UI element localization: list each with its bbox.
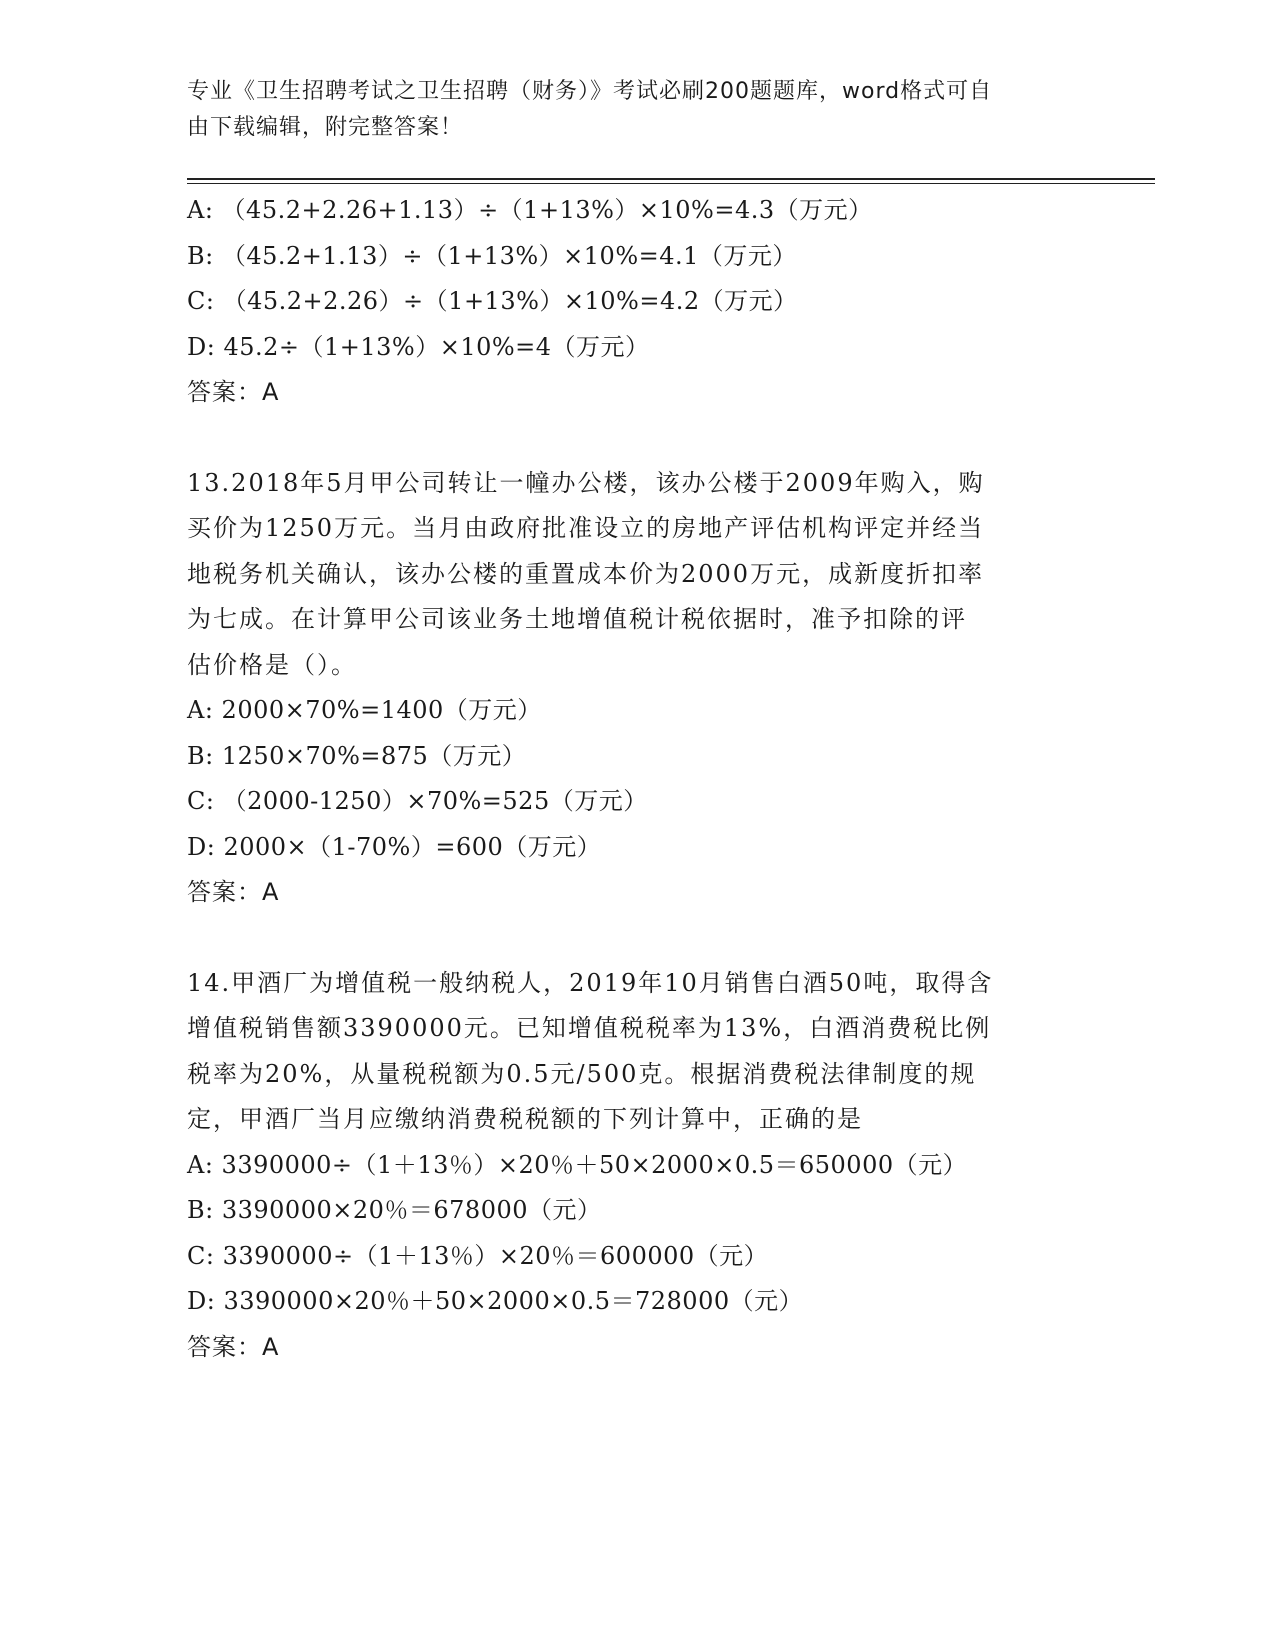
answer: 答案：A <box>187 1332 280 1361</box>
question-stem-line: 增值税销售额3390000元。已知增值税税率为13%，白酒消费税比例 <box>187 1014 992 1042</box>
option-a: A: 2000×70%=1400（万元） <box>187 696 542 724</box>
answer: 答案：A <box>187 378 280 406</box>
question-stem-line: 13.2018年5月甲公司转让一幢办公楼，该办公楼于2009年购入，购 <box>187 468 985 497</box>
question-stem-line: 14.甲酒厂为增值税一般纳税人，2019年10月销售白酒50吨，取得含 <box>187 968 994 997</box>
option-d: D: 2000×（1-70%）=600（万元） <box>187 832 602 861</box>
question-12 <box>187 188 1087 416</box>
option-a: A: （45.2+2.26+1.13）÷（1+13%）×10%=4.3（万元） <box>187 196 873 224</box>
question-stem-line: 定，甲酒厂当月应缴纳消费税税额的下列计算中，正确的是 <box>187 1105 863 1133</box>
option-d: D: 45.2÷（1+13%）×10%=4（万元） <box>187 332 650 361</box>
option-d: D: 3390000×20％＋50×2000×0.5＝728000（元） <box>187 1287 804 1315</box>
question-spacer <box>187 416 1087 461</box>
option-b: B: （45.2+1.13）÷（1+13%）×10%=4.1（万元） <box>187 241 797 270</box>
option-c: C: （45.2+2.26）÷（1+13%）×10%=4.2（万元） <box>187 287 798 315</box>
question-stem-line: 买价为1250万元。当月由政府批准设立的房地产评估机构评定并经当 <box>187 514 985 542</box>
option-c: C: （2000-1250）×70%=525（万元） <box>187 787 648 815</box>
option-a: A: 3390000÷（1＋13％）×20％＋50×2000×0.5＝650000（元） <box>187 1150 968 1179</box>
question-stem-line: 为七成。在计算甲公司该业务土地增值税计税依据时，准予扣除的评 <box>187 605 967 633</box>
option-c: C: 3390000÷（1＋13％）×20％＝600000（元） <box>187 1241 769 1270</box>
answer: 答案：A <box>187 878 280 906</box>
question-content <box>187 188 1087 1370</box>
page-header <box>187 74 1087 146</box>
header-text-line-1: 专业《卫生招聘考试之卫生招聘（财务）》考试必刷200题题库，word格式可自 <box>187 79 993 104</box>
question-spacer <box>187 916 1087 961</box>
option-b: B: 1250×70%=875（万元） <box>187 741 527 770</box>
question-13 <box>187 461 1087 916</box>
question-14 <box>187 961 1087 1371</box>
question-stem-line: 税率为20%，从量税税额为0.5元/500克。根据消费税法律制度的规 <box>187 1059 977 1088</box>
option-b: B: 3390000×20％＝678000（元） <box>187 1196 602 1224</box>
question-stem-line: 地税务机关确认，该办公楼的重置成本价为2000万元，成新度折扣率 <box>187 559 985 588</box>
header-divider-thick <box>187 178 1155 180</box>
question-stem-line: 估价格是（）。 <box>187 650 357 679</box>
header-text-line-2: 由下载编辑，附完整答案！ <box>187 115 464 140</box>
header-divider-thin <box>187 183 1155 184</box>
